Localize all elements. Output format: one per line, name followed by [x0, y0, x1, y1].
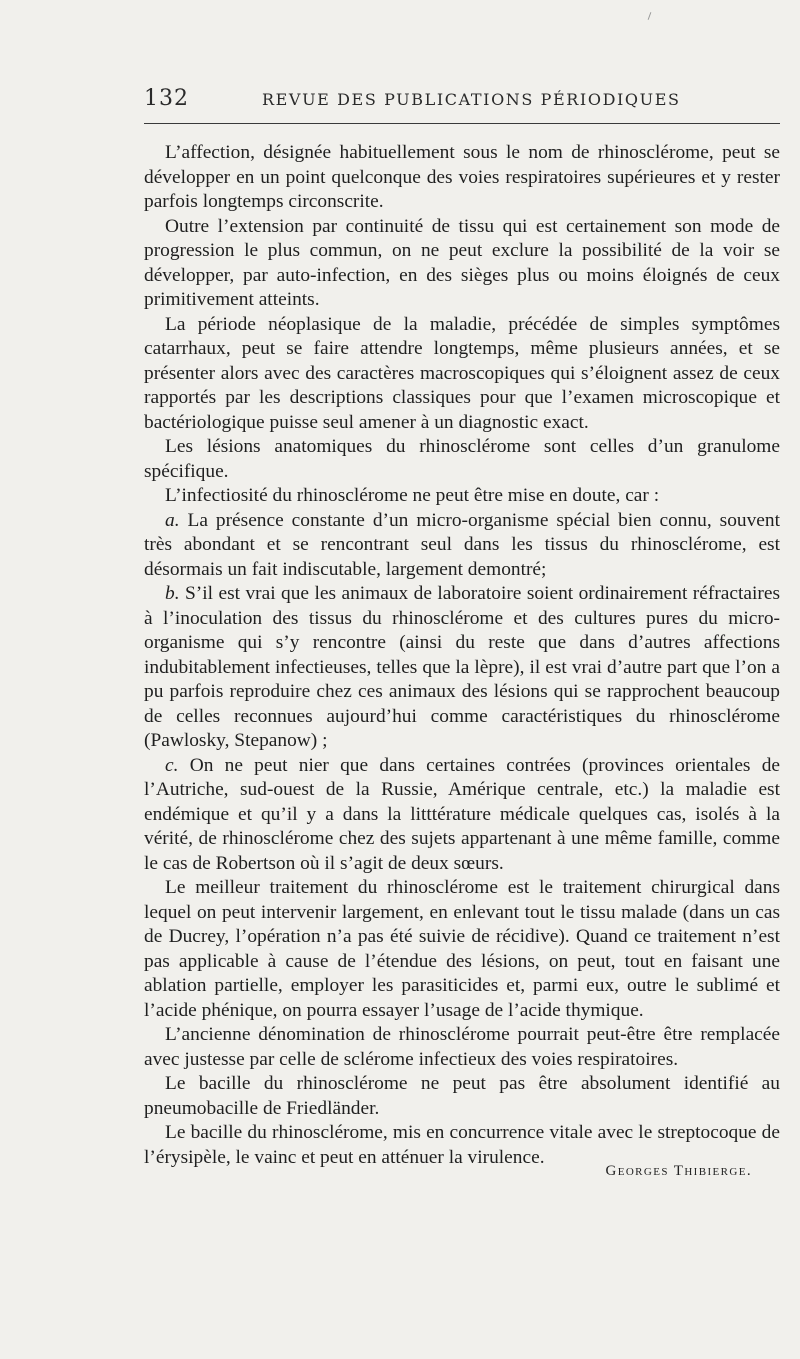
list-item-text: La présence constante d’un micro-organisme spécial bien connu, souvent très abondant et se rencontrant seul dans les tissus du rhinosclérome, est désormais un fait indiscutable, largement demontré;: [144, 509, 780, 580]
header-rule: [144, 123, 780, 124]
paragraph: L’ancienne dénomination de rhinosclérome pourrait peut-être être remplacée avec justesse par celle de sclérome infectieux des voies respiratoires.: [144, 1024, 780, 1070]
print-speck: [648, 12, 652, 20]
paragraph: Le bacille du rhinosclérome ne peut pas être absolument identifié au pneumobacille de Friedländer.: [144, 1073, 780, 1119]
list-item-text: S’il est vrai que les animaux de laboratoire soient ordinairement réfractaires à l’inoculation des tissus du rhinosclérome et des cultures pures du micro-organisme qui s’y rencontre (ainsi du reste que dans d’autres affections indubitablement infectieuses, telles que la lèpre), il est vrai d’autre part que l’on a pu parfois reproduire chez ces animaux des lésions qui se rapprochent beaucoup de celles reconnues aujourd’hui comme caractéristiques du rhinosclérome (Pawlosky, Stepanow) ;: [144, 583, 780, 751]
paragraph: Outre l’extension par continuité de tissu qui est certainement son mode de progression le plus commun, on ne peut exclure la possibilité de la voir se développer, par auto-infection, en des sièges plus ou moins éloignés de ceux primitivement atteints.: [144, 215, 780, 310]
page-number: 132: [144, 86, 189, 111]
list-marker: c.: [165, 754, 179, 776]
list-item-text: On ne peut nier que dans certaines contrées (provinces orientales de l’Autriche, sud-ouest de la Russie, Amérique centrale, etc.) la maladie est endémique et qu’il y a dans la litttérature médicale quelques cas, isolés à la vérité, de rhinosclérome chez des sujets appartenant à une même famille, comme le cas de Robertson où il s’agit de deux sœurs.: [144, 754, 780, 874]
paragraph: L’infectiosité du rhinosclérome ne peut être mise en doute, car :: [165, 485, 660, 506]
list-item: [144, 754, 780, 877]
article-body: [144, 141, 780, 1170]
paragraph: Le meilleur traitement du rhinosclérome est le traitement chirurgical dans lequel on peut intervenir largement, en enlevant tout le tissu malade (dans un cas de Ducrey, l’opération n’a pas été suivie de récidive). Quand ce traitement n’est pas applicable à cause de l’étendue des lésions, on peut, tout en faisant une ablation partielle, employer les parasiticides et, parmi eux, outre le sublimé et l’acide phénique, on pourra essayer l’usage de l’acide thymique.: [144, 877, 780, 1021]
running-head: REVUE DES PUBLICATIONS PÉRIODIQUES: [262, 90, 681, 109]
author-signature: Georges Thibierge.: [605, 1163, 752, 1179]
paragraph: Le bacille du rhinosclérome, mis en concurrence vitale avec le streptocoque de l’érysipèle, le vainc et peut en atténuer la virulence.: [144, 1122, 780, 1168]
list-marker: b.: [165, 583, 180, 604]
paragraph: La période néoplasique de la maladie, précédée de simples symptômes catarrhaux, peut se faire attendre longtemps, même plusieurs années, et se présenter alors avec des caractères macroscopiques qui s’éloignent assez de ceux rapportés par les descriptions classiques pour que l’examen microscopique et bactériologique puisse seul amener à un diagnostic exact.: [144, 313, 780, 433]
list-item: [144, 509, 780, 583]
paragraph: L’affection, désignée habituellement sous le nom de rhinosclérome, peut se développer en un point quelconque des voies respiratoires supérieures et y rester parfois longtemps circonscrite.: [144, 142, 780, 212]
list-item: [144, 582, 780, 754]
list-marker: a.: [165, 509, 180, 531]
paragraph: Les lésions anatomiques du rhinosclérome sont celles d’un granulome spécifique.: [144, 436, 780, 482]
